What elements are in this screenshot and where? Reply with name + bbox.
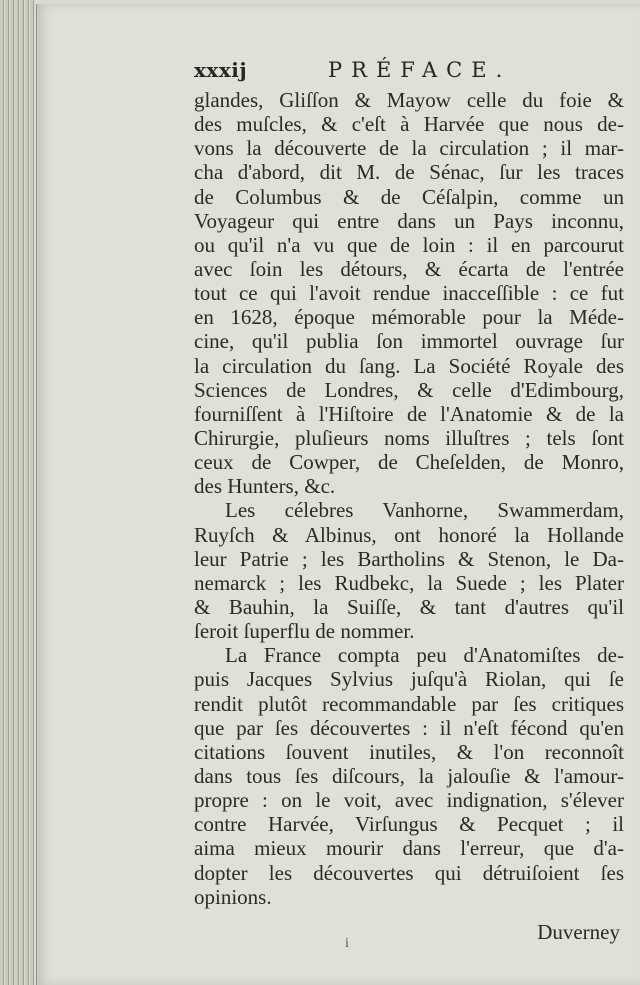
signature-mark: i xyxy=(345,936,349,951)
page-body xyxy=(194,88,624,909)
text-line: des Hunters, &c. xyxy=(194,474,336,499)
text-line: Sciences de Londres, & celle d'Edimbourg, xyxy=(194,377,624,402)
paragraph xyxy=(194,498,624,643)
text-line: & Bauhin, la Suiſſe, & tant d'autres qu'il xyxy=(194,594,624,619)
text-line: Chirurgie, pluſieurs noms illuſtres ; tels ſont xyxy=(194,425,624,450)
text-line: contre Harvée, Virſungus & Pecquet ; il xyxy=(194,812,624,837)
text-line: opinions. xyxy=(194,884,272,909)
text-line: rendit plutôt recommandable par ſes critiques xyxy=(194,691,624,716)
text-line: La France compta peu d'Anatomiſtes de- xyxy=(225,643,624,668)
text-line: que par ſes découvertes : il n'eſt fécond qu'en xyxy=(194,715,624,740)
text-line: tout ce qui l'avoit rendue inacceſſible : ce fut xyxy=(194,281,624,306)
paragraph xyxy=(194,643,624,909)
text-line: nemarck ; les Rudbekc, la Suede ; les Plater xyxy=(194,570,624,595)
text-line: la circulation du ſang. La Société Royale des xyxy=(194,353,624,378)
text-line: Ruyſch & Albinus, ont honoré la Hollande xyxy=(194,522,624,547)
text-line: dans tous ſes diſcours, la jalouſie & l'amour- xyxy=(194,763,624,788)
text-line: glandes, Gliſſon & Mayow celle du foie & xyxy=(194,88,624,112)
text-line: des muſcles, & c'eſt à Harvée que nous de- xyxy=(194,112,624,137)
text-line: Les célebres Vanhorne, Swammerdam, xyxy=(225,498,624,523)
page-edge xyxy=(10,0,14,985)
page-edge xyxy=(20,0,24,985)
text-line: cine, qu'il publia ſon immortel ouvrage ſur xyxy=(194,329,624,354)
text-line: citations ſouvent inutiles, & l'on reconnoît xyxy=(194,739,624,764)
page-edge xyxy=(25,0,29,985)
text-line: puis Jacques Sylvius juſqu'à Riolan, qui ſe xyxy=(194,667,624,692)
page-edge xyxy=(0,0,4,985)
text-line: aima mieux mourir dans l'erreur, que d'a- xyxy=(194,836,624,861)
text-line: ceux de Cowper, de Cheſelden, de Monro, xyxy=(194,450,624,475)
page-number: xxxij xyxy=(194,58,248,82)
text-line: fourniſſent à l'Hiſtoire de l'Anatomie & de la xyxy=(194,401,624,426)
text-line: ſeroit ſuperflu de nommer. xyxy=(194,619,415,644)
page-edge xyxy=(30,0,34,985)
page-edge xyxy=(15,0,19,985)
text-line: propre : on le voit, avec indignation, s'élever xyxy=(194,788,624,813)
text-line: vons la découverte de la circulation ; il mar- xyxy=(194,136,624,161)
text-line: en 1628, époque mémorable pour la Méde- xyxy=(194,305,624,330)
running-head: PRÉFACE. xyxy=(328,58,512,82)
paragraph xyxy=(194,88,624,498)
page-header xyxy=(194,58,624,88)
text-line: de Columbus & de Céſalpin, comme un xyxy=(194,184,624,209)
text-line: Voyageur qui entre dans un Pays inconnu, xyxy=(194,208,624,233)
text-line: cha d'abord, dit M. de Sénac, ſur les traces xyxy=(194,160,624,185)
catchword: Duverney xyxy=(537,920,620,944)
text-line: leur Patrie ; les Bartholins & Stenon, le Da- xyxy=(194,546,624,571)
text-line: dopter les découvertes qui détruiſoient ſes xyxy=(194,860,624,885)
text-line: avec ſoin les détours, & écarta de l'entrée xyxy=(194,256,624,281)
page-edge xyxy=(5,0,9,985)
text-line: ou qu'il n'a vu que de loin : il en parcourut xyxy=(194,232,624,257)
